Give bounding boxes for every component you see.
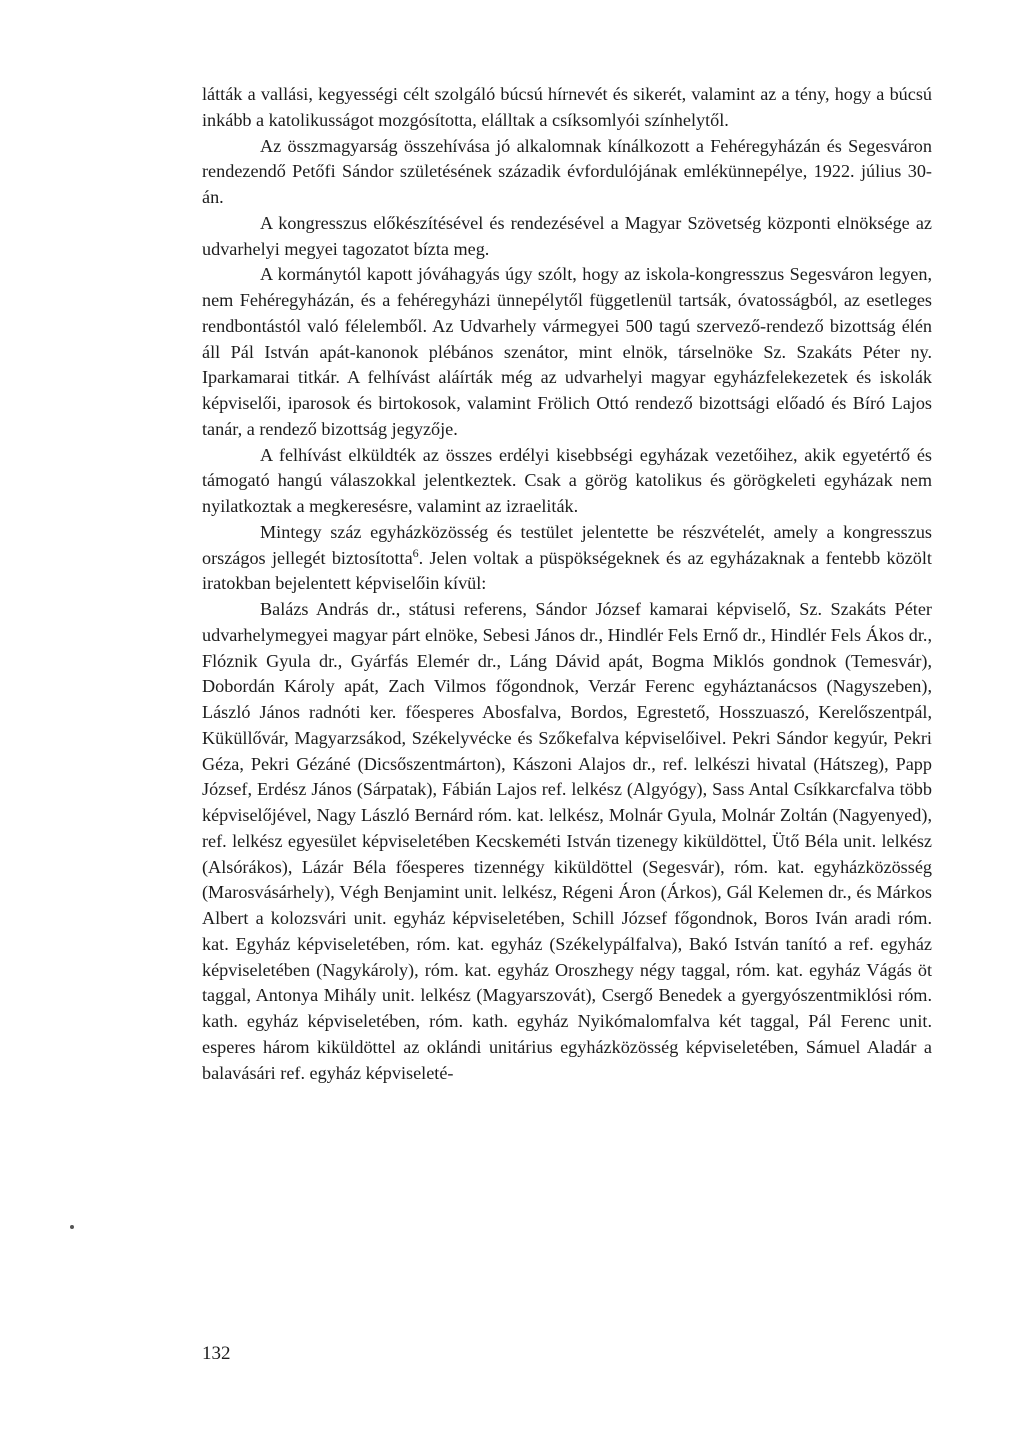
paragraph-6-text: Mintegy száz egyházközösség és testület jelentette be részvételét, amely a kongresszus országos jellegét biztosította bbox=[202, 521, 932, 568]
paragraph-6 bbox=[202, 520, 932, 597]
body-text bbox=[202, 82, 932, 1086]
margin-mark bbox=[70, 1225, 74, 1229]
paragraph-5: A felhívást elküldték az összes erdélyi kisebbségi egyházak vezetőihez, akik egyetértő és támogató hangú válaszokkal jelentkeztek. Csak a görög katolikus és görögkeleti egyházak nem nyilatkoztak a megkeresésre, valamint az izraeliták. bbox=[202, 444, 932, 516]
paragraph-7: Balázs András dr., státusi referens, Sándor József kamarai képviselő, Sz. Szakáts Péter udvarhelymegyei magyar párt elnöke, Sebesi János dr., Hindlér Fels Ernő dr., Hindlér Fels Ákos dr., Flóznik Gyula dr., Gyárfás Elemér dr., Láng Dávid apát, Bogma Miklós gondnok (Temesvár), Dobordán Károly apát, Zach Vilmos főgondnok, Verzár Ferenc egyháztanácsos (Nagyszeben), László János radnóti ker. főesperes Abosfalva, Bordos, Egrestető, Hosszuaszó, Kerelőszentpál, Küküllővár, Magyarzsákod, Székelyvécke és Szőkefalva képviselőivel. Pekri Sándor kegyúr, Pekri Géza, Pekri Gézáné (Dicsőszentmárton), Kászoni Alajos dr., ref. lelkészi hivatal (Hátszeg), Papp József, Erdész János (Sárpatak), Fábián Lajos ref. lelkész (Algyógy), Sass Antal Csíkkarcfalva több képviselőjével, Nagy László Bernárd róm. kat. lelkész, Molnár Gyula, Molnár Zoltán (Nagyenyed), ref. lelkész egyesület képviseletében Kecskeméti István tizenegy kiküldöttel, Ütő Béla unit. lelkész (Alsórákos), Lázár Béla főesperes tizennégy kiküldöttel (Segesvár), róm. kat. egyházközösség (Marosvásárhely), Végh Benjamint unit. lelkész, Régeni Áron (Árkos), Gál Kelemen dr., és Márkos Albert a kolozsvári unit. egyház képviseletében, Schill József főgondnok, Boros Iván aradi róm. kat. Egyház képviseletében, róm. kat. egyház (Székelypálfalva), Bakó István tanító a ref. egyház képviseletében (Nagykároly), róm. kat. egyház Oroszhegy négy taggal, róm. kat. egyház Vágás öt taggal, Antonya Mihály unit. lelkész (Magyarszovát), Csergő Benedek a gyergyószentmiklósi róm. kath. egyház képviseletében, róm. kath. egyház Nyikómalomfalva két taggal, Pál Ferenc unit. esperes három kiküldöttel az oklándi unitárius egyházközösség képviseletében, Sámuel Aladár a balavásári ref. egyház képviseleté- bbox=[202, 599, 932, 1083]
page-number: 132 bbox=[202, 1343, 231, 1364]
paragraph-2: Az összmagyarság összehívása jó alkalomnak kínálkozott a Fehéregyházán és Segesváron rendezendő Petőfi Sándor születésének századik évfordulójának emlékünnepélye, 1922. július 30-án. bbox=[202, 135, 932, 207]
paragraph-6-text-continued: . Jelen voltak a püspökségeknek és az egyházaknak a fentebb közölt iratokban bejelentett képviselőin kívül: bbox=[202, 547, 932, 594]
paragraph-1: látták a vallási, kegyességi célt szolgáló búcsú hírnevét és sikerét, valamint az a tény, hogy a búcsú inkább a katolikusságot mozgósította, elálltak a csíksomlyói színhelytől. bbox=[202, 84, 932, 130]
footnote-reference[interactable]: 6 bbox=[412, 545, 419, 560]
paragraph-4: A kormánytól kapott jóváhagyás úgy szólt, hogy az iskola-kongresszus Segesváron legyen, nem Fehéregyházán, és a fehéregyházi ünnepélytől függetlenül tartsák, óvatosságból, az esetleges rendbontástól való félelemből. Az Udvarhely vármegyei 500 tagú szervező-rendező bizottság élén áll Pál István apát-kanonok plébános szenátor, mint elnök, társelnöke Sz. Szakáts Péter ny. Iparkamarai titkár. A felhívást aláírták még az udvarhelyi magyar egyházfelekezetek és iskolák képviselői, iparosok és birtokosok, valamint Frölich Ottó rendező bizottsági előadó és Bíró Lajos tanár, a rendező bizottság jegyzője. bbox=[202, 264, 932, 439]
paragraph-3: A kongresszus előkészítésével és rendezésével a Magyar Szövetség központi elnöksége az udvarhelyi megyei tagozatot bízta meg. bbox=[202, 212, 932, 259]
